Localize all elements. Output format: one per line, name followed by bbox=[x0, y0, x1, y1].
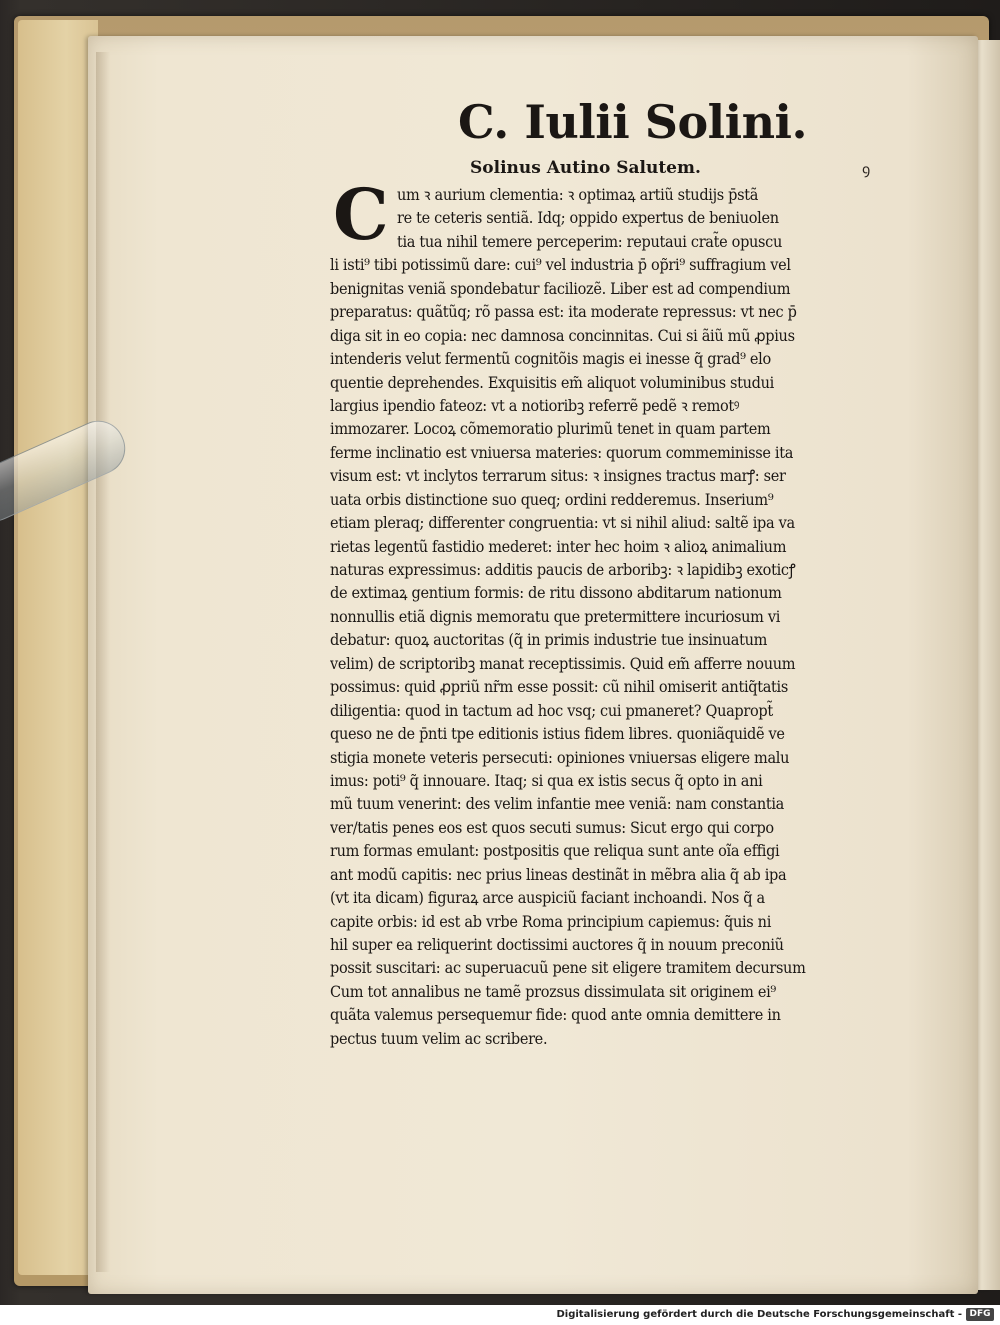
text-line: nonnullis etiã dignis memoratu que pretermittere incuriosum vi bbox=[330, 607, 781, 626]
text-line: de extimaꝝ gentium formis: de ritu dissono abditarum nationum bbox=[330, 584, 782, 603]
text-line: ant modũ capitis: nec prius lineas destinãt in mẽbra alia q̃ ab ipa bbox=[330, 865, 787, 884]
text-line: (vt ita dicam) figuraꝝ arce auspiciũ faciant inchoandi. Nos q̃ a bbox=[330, 889, 765, 908]
text-line: pectus tuum velim ac scribere. bbox=[330, 1029, 548, 1048]
text-line: capite orbis: id est ab vrbe Roma principium capiemus: q̃uis ni bbox=[330, 912, 772, 931]
text-line: quãta valemus persequemur fide: quod ante omnia demittere in bbox=[330, 1006, 781, 1025]
salutation-line: Solinus Autino Salutem. bbox=[470, 158, 701, 178]
text-line: queso ne de p̄nti tpe editionis istius fidem libres. quoniãquidẽ ve bbox=[330, 725, 785, 744]
cover-edge bbox=[18, 20, 98, 1275]
text-line: ver/tatis penes eos est quos secuti sumus: Sicut ergo qui corpo bbox=[330, 818, 774, 837]
text-line: etiam pleraq; differenter congruentia: vt si nihil aliud: saltẽ ipa va bbox=[330, 514, 795, 533]
decorated-initial: C bbox=[333, 173, 389, 256]
text-line: li isti⁹ tibi potissimũ dare: cui⁹ vel industria p̄ op̃ri⁹ suffragium vel bbox=[330, 256, 791, 275]
text-line: stigia monete veteris persecuti: opiniones vniuersas eligere malu bbox=[330, 748, 790, 767]
text-line: tia tua nihil temere perceperim: reputaui crat̃e opuscu bbox=[396, 232, 782, 251]
text-line: debatur: quoꝝ auctoritas (q̃ in primis industrie tue insinuatum bbox=[330, 631, 768, 650]
text-line: preparatus: quãtũq; rõ passa est: ita moderate repressus: vt nec p̄ bbox=[330, 303, 797, 322]
text-line: benignitas veniã spondebatur faciliozẽ. Liber est ad compendium bbox=[330, 279, 791, 298]
text-line: diga sit in eo copia: nec damnosa concinnitas. Cui si ãiũ mũ ꝓpius bbox=[330, 326, 795, 345]
text-line: immozarer. Locoꝝ cõmemoratio plurimũ tenet in quam partem bbox=[330, 420, 771, 439]
page-heading: C. Iulii Solini. bbox=[458, 95, 808, 149]
text-line: quentie deprehendes. Exquisitis em̃ aliquot voluminibus studui bbox=[330, 373, 774, 392]
text-line: possimus: quid ꝓpriũ nr̃m esse possit: cũ nihil omiserit antiq̃tatis bbox=[330, 678, 788, 697]
text-line: intenderis velut fermentũ cognitõis magis ei inesse q̃ grad⁹ elo bbox=[330, 350, 771, 369]
text-line: diligentia: quod in tactum ad hoc vsq; cui pmaneret? Quapropt̃ bbox=[330, 701, 773, 720]
text-line: hil super ea reliquerint doctissimi auctores q̃ in nouum preconiũ bbox=[330, 936, 784, 954]
text-line: largius ipendio fateoz: vt a notioribꝫ referrẽ pedẽ ꝛ remotꝰ bbox=[330, 396, 740, 415]
folio-mark: ꝯ bbox=[862, 162, 871, 178]
text-line: naturas expressimus: additis paucis de arboribꝫ: ꝛ lapidibꝫ exoticꝭ bbox=[330, 561, 796, 579]
dfg-logo: DFG bbox=[966, 1308, 994, 1321]
text-line: rum formas emulant: postpositis que reliqua sunt ante oĩa effigi bbox=[330, 842, 780, 861]
page-gutter-shadow bbox=[96, 52, 110, 1272]
text-line: possit suscitari: ac superuacuũ pene sit eligere tramitem decursum bbox=[330, 959, 806, 978]
text-line: rietas legentũ fastidio mederet: inter hec hoim ꝛ alioꝝ animalium bbox=[330, 537, 787, 556]
text-line: mũ tuum venerint: des velim infantie mee veniã: nam constantia bbox=[330, 795, 784, 814]
body-text bbox=[330, 184, 900, 1048]
text-line: uata orbis distinctione suo queq; ordini redderemus. Inserium⁹ bbox=[330, 490, 774, 509]
text-line: velim) de scriptoribꝫ manat receptissimis. Quid em̃ afferre nouum bbox=[330, 654, 796, 673]
text-line: ferme inclinatio est vniuersa materies: quorum commeminisse ita bbox=[330, 443, 794, 462]
text-line: imus: poti⁹ q̃ innouare. Itaq; si qua ex istis secus q̃ opto in ani bbox=[330, 771, 763, 790]
text-line: Cum tot annalibus ne tamẽ prozsus dissimulata sit originem ei⁹ bbox=[330, 982, 776, 1001]
text-line: re te ceteris sentiã. Idq; oppido expertus de beniuolen bbox=[396, 209, 779, 228]
text-line: visum est: vt inclytos terrarum situs: ꝛ insignes tractus marꝭ: ser bbox=[330, 467, 786, 486]
funding-credit: Digitalisierung gefördert durch die Deutsche Forschungsgemeinschaft - bbox=[556, 1309, 962, 1320]
text-line: um ꝛ aurium clementia: ꝛ optimaꝝ artiũ studijs p̄stã bbox=[396, 186, 759, 204]
